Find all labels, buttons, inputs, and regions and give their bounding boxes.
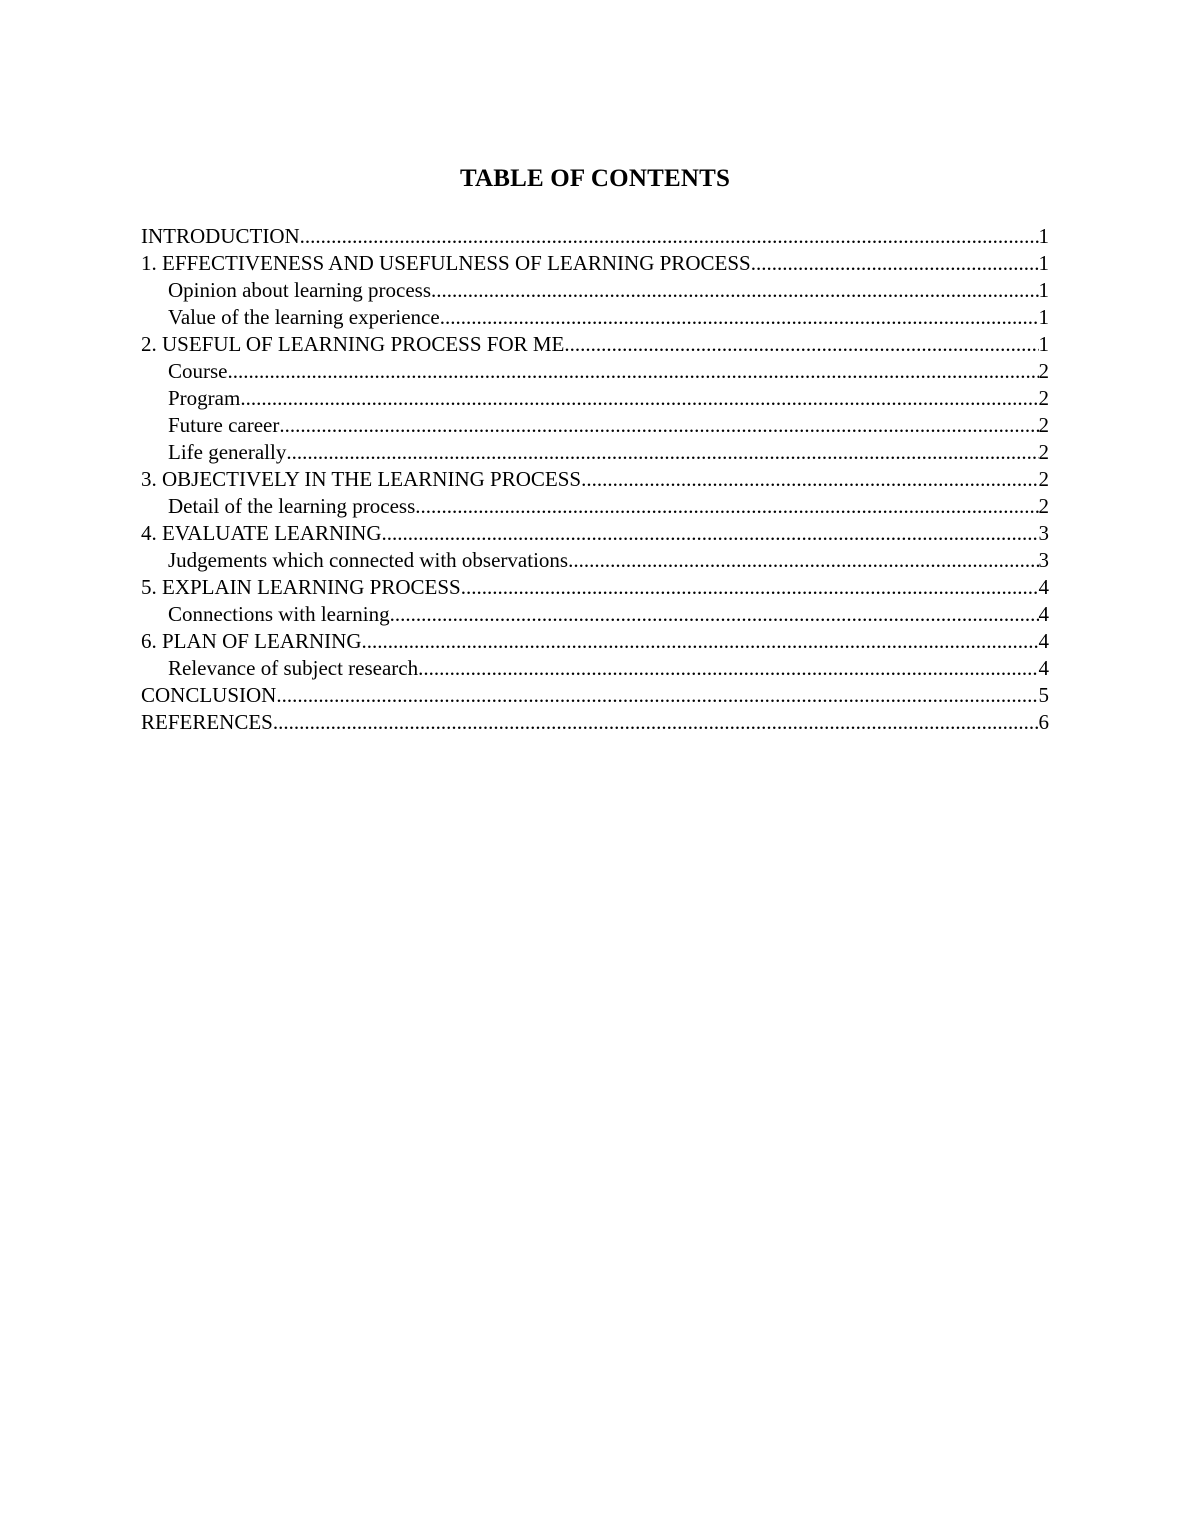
toc-leader-dots	[581, 466, 1038, 493]
toc-list	[141, 223, 1049, 736]
toc-leader-dots	[440, 304, 1039, 331]
toc-entry[interactable]	[141, 574, 1049, 601]
toc-leader-dots	[431, 277, 1038, 304]
toc-entry-label: Value of the learning experience	[168, 305, 440, 329]
toc-leader-dots	[382, 520, 1039, 547]
toc-entry-page: 4	[1038, 656, 1049, 680]
toc-entry-page: 1	[1038, 224, 1049, 248]
toc-entry[interactable]	[141, 304, 1049, 331]
toc-entry[interactable]	[141, 385, 1049, 412]
toc-entry-label: Course	[168, 359, 228, 383]
toc-entry-page: 3	[1038, 548, 1049, 572]
toc-entry-page: 2	[1038, 413, 1049, 437]
toc-entry[interactable]	[141, 547, 1049, 574]
toc-entry[interactable]	[141, 466, 1049, 493]
toc-entry-page: 1	[1038, 278, 1049, 302]
toc-entry-page: 2	[1038, 467, 1049, 491]
toc-entry[interactable]	[141, 682, 1049, 709]
toc-entry-page: 4	[1038, 602, 1049, 626]
toc-leader-dots	[228, 358, 1039, 385]
toc-leader-dots	[568, 547, 1038, 574]
toc-leader-dots	[273, 709, 1039, 736]
toc-entry[interactable]	[141, 520, 1049, 547]
toc-entry-page: 4	[1038, 629, 1049, 653]
toc-entry-label: Judgements which connected with observations	[168, 548, 569, 572]
toc-entry[interactable]	[141, 223, 1049, 250]
toc-entry-label: INTRODUCTION	[141, 224, 300, 248]
toc-leader-dots	[276, 682, 1038, 709]
toc-entry-page: 4	[1038, 575, 1049, 599]
toc-leader-dots	[362, 628, 1039, 655]
toc-entry-label: 1. EFFECTIVENESS AND USEFULNESS OF LEARNING PROCESS	[141, 251, 751, 275]
toc-entry-page: 5	[1038, 683, 1049, 707]
toc-entry-label: 5. EXPLAIN LEARNING PROCESS	[141, 575, 461, 599]
toc-entry-page: 1	[1038, 332, 1049, 356]
toc-entry[interactable]	[141, 655, 1049, 682]
toc-entry-label: Detail of the learning process	[168, 494, 416, 518]
toc-leader-dots	[415, 493, 1038, 520]
toc-entry-label: 6. PLAN OF LEARNING	[141, 629, 362, 653]
toc-entry-page: 2	[1038, 440, 1049, 464]
toc-leader-dots	[418, 655, 1038, 682]
toc-entry[interactable]	[141, 709, 1049, 736]
toc-entry-label: Program	[168, 386, 241, 410]
toc-leader-dots	[279, 412, 1038, 439]
toc-entry-page: 6	[1038, 710, 1049, 734]
toc-entry-label: Relevance of subject research	[168, 656, 419, 680]
toc-entry[interactable]	[141, 250, 1049, 277]
toc-entry-label: Life generally	[168, 440, 287, 464]
toc-entry[interactable]	[141, 277, 1049, 304]
toc-entry[interactable]	[141, 601, 1049, 628]
toc-entry-label: Future career	[168, 413, 280, 437]
toc-entry-page: 1	[1038, 305, 1049, 329]
toc-entry[interactable]	[141, 493, 1049, 520]
toc-entry-label: 3. OBJECTIVELY IN THE LEARNING PROCESS	[141, 467, 582, 491]
toc-entry[interactable]	[141, 412, 1049, 439]
toc-entry[interactable]	[141, 358, 1049, 385]
toc-entry-page: 2	[1038, 494, 1049, 518]
toc-entry-label: Opinion about learning process	[168, 278, 432, 302]
toc-entry-page: 2	[1038, 359, 1049, 383]
toc-entry[interactable]	[141, 439, 1049, 466]
toc-entry-page: 2	[1038, 386, 1049, 410]
toc-entry-page: 3	[1038, 521, 1049, 545]
toc-leader-dots	[390, 601, 1039, 628]
toc-entry-label: 2. USEFUL OF LEARNING PROCESS FOR ME	[141, 332, 565, 356]
toc-leader-dots	[240, 385, 1038, 412]
toc-leader-dots	[461, 574, 1039, 601]
toc-leader-dots	[751, 250, 1039, 277]
toc-leader-dots	[300, 223, 1039, 250]
toc-title: TABLE OF CONTENTS	[459, 165, 731, 192]
toc-entry-label: REFERENCES	[141, 710, 273, 734]
toc-entry[interactable]	[141, 331, 1049, 358]
toc-entry-label: CONCLUSION	[141, 683, 277, 707]
toc-entry-label: Connections with learning	[168, 602, 390, 626]
toc-leader-dots	[286, 439, 1038, 466]
toc-leader-dots	[564, 331, 1038, 358]
toc-entry-label: 4. EVALUATE LEARNING	[141, 521, 382, 545]
toc-entry[interactable]	[141, 628, 1049, 655]
toc-entry-page: 1	[1038, 251, 1049, 275]
